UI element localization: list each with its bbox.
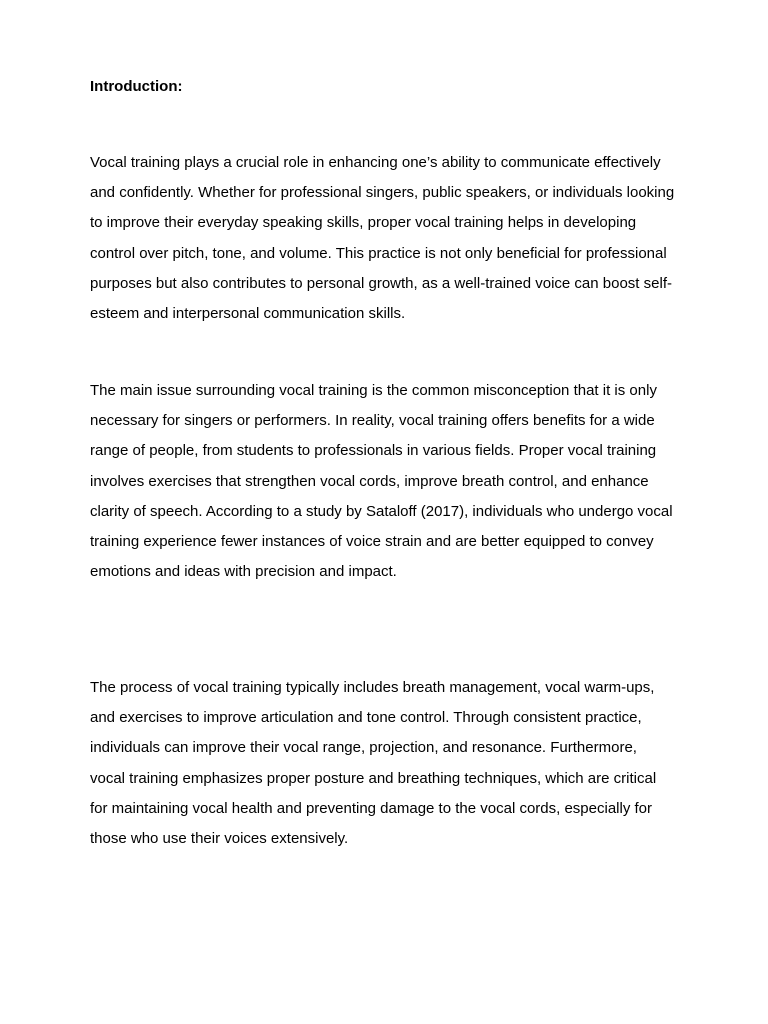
paragraph-line: purposes but also contributes to personal growth, as a well-trained voice can boost self- — [90, 274, 672, 292]
paragraph-line: range of people, from students to professionals in various fields. Proper vocal training — [90, 442, 657, 460]
paragraph-line: involves exercises that strengthen vocal cords, improve breath control, and enhance — [90, 472, 649, 490]
paragraph-line: for maintaining vocal health and preventing damage to the vocal cords, especially for — [90, 799, 652, 817]
paragraph-line: those who use their voices extensively. — [90, 829, 349, 847]
paragraph-line: to improve their everyday speaking skills, proper vocal training helps in developing — [90, 214, 637, 232]
paragraph-line: The process of vocal training typically includes breath management, vocal warm-ups, — [90, 679, 655, 696]
paragraph-line: esteem and interpersonal communication skills. — [90, 304, 406, 322]
paragraph-line: Vocal training plays a crucial role in enhancing one’s ability to communicate effectively — [90, 154, 661, 171]
paragraph-line: and exercises to improve articulation and tone control. Through consistent practice, — [90, 709, 642, 727]
paragraph-line: clarity of speech. According to a study by Sataloff (2017), individuals who undergo vocal — [90, 502, 673, 520]
paragraph-line: The main issue surrounding vocal training is the common misconception that it is only — [90, 382, 657, 399]
paragraph-1 — [90, 153, 690, 334]
paragraph-3 — [90, 678, 690, 859]
paragraph-line: emotions and ideas with precision and impact. — [90, 563, 397, 581]
paragraph-line: individuals can improve their vocal range, projection, and resonance. Furthermore, — [90, 739, 637, 757]
paragraph-line: and confidently. Whether for professional singers, public speakers, or individuals looking — [90, 184, 675, 202]
section-heading: Introduction: — [90, 78, 183, 95]
paragraph-line: necessary for singers or performers. In reality, vocal training offers benefits for a wide — [90, 412, 655, 430]
paragraph-line: control over pitch, tone, and volume. This practice is not only beneficial for professional — [90, 244, 667, 262]
paragraph-line: training experience fewer instances of voice strain and are better equipped to convey — [90, 532, 654, 550]
paragraph-2 — [90, 381, 690, 592]
paragraph-line: vocal training emphasizes proper posture and breathing techniques, which are critical — [90, 769, 657, 787]
